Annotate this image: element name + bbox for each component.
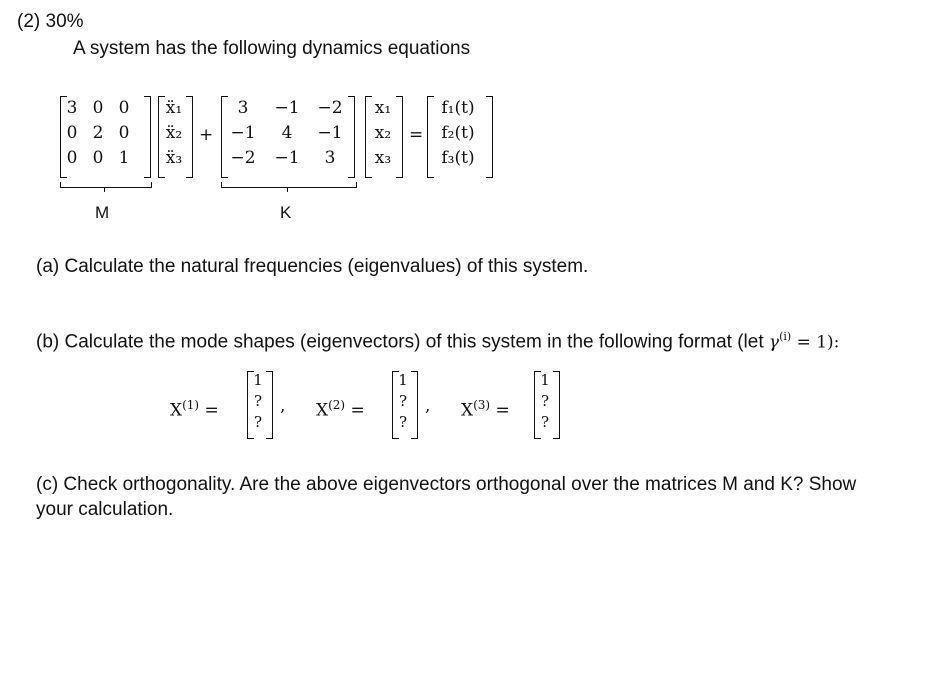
- k-cell: −1: [274, 148, 300, 168]
- x-cell: x₂: [374, 123, 392, 143]
- m-cell: 0: [92, 98, 104, 118]
- k-cell: −2: [230, 148, 256, 168]
- question-c: (c) Check orthogonality. Are the above eigenvectors orthogonal over the matrices M and K? Show your calculation.: [36, 474, 857, 520]
- problem-intro: A system has the following dynamics equations: [73, 38, 471, 59]
- m-cell: 3: [66, 98, 78, 118]
- x-cell: x₁: [374, 98, 392, 118]
- f-cell: f₁(t): [441, 98, 475, 118]
- m-cell: 0: [66, 148, 78, 168]
- f-cell: f₂(t): [441, 123, 475, 143]
- k-cell: 4: [281, 123, 293, 143]
- m-cell: 1: [118, 148, 130, 168]
- m-cell: 0: [118, 98, 130, 118]
- f-cell: f₃(t): [441, 148, 475, 168]
- question-b: (b) Calculate the mode shapes (eigenvectors) of this system in the following format (let $\gamma^{(i)} = 1$):: [36, 330, 840, 353]
- mass-underbrace: [60, 182, 152, 188]
- xdd-cell: ẍ₂: [165, 123, 183, 143]
- k-cell: −1: [274, 98, 300, 118]
- k-cell: −1: [230, 123, 256, 143]
- problem-number: (2) 30%: [17, 11, 84, 32]
- k-cell: 3: [237, 98, 249, 118]
- m-cell: 2: [92, 123, 104, 143]
- equals-sign: =: [409, 125, 424, 145]
- k-cell: −2: [317, 98, 343, 118]
- plus-sign: +: [199, 125, 214, 145]
- question-a: (a) Calculate the natural frequencies (eigenvalues) of this system.: [36, 256, 589, 277]
- k-cell: −1: [317, 123, 343, 143]
- x-cell: x₃: [374, 148, 392, 168]
- label-m: M: [95, 203, 110, 222]
- k-cell: 3: [324, 148, 336, 168]
- m-cell: 0: [118, 123, 130, 143]
- xdd-cell: ẍ₃: [165, 148, 183, 168]
- label-k: K: [280, 203, 292, 222]
- m-cell: 0: [92, 148, 104, 168]
- xdd-cell: ẍ₁: [165, 98, 183, 118]
- m-cell: 0: [66, 123, 78, 143]
- stiffness-underbrace: [221, 182, 357, 188]
